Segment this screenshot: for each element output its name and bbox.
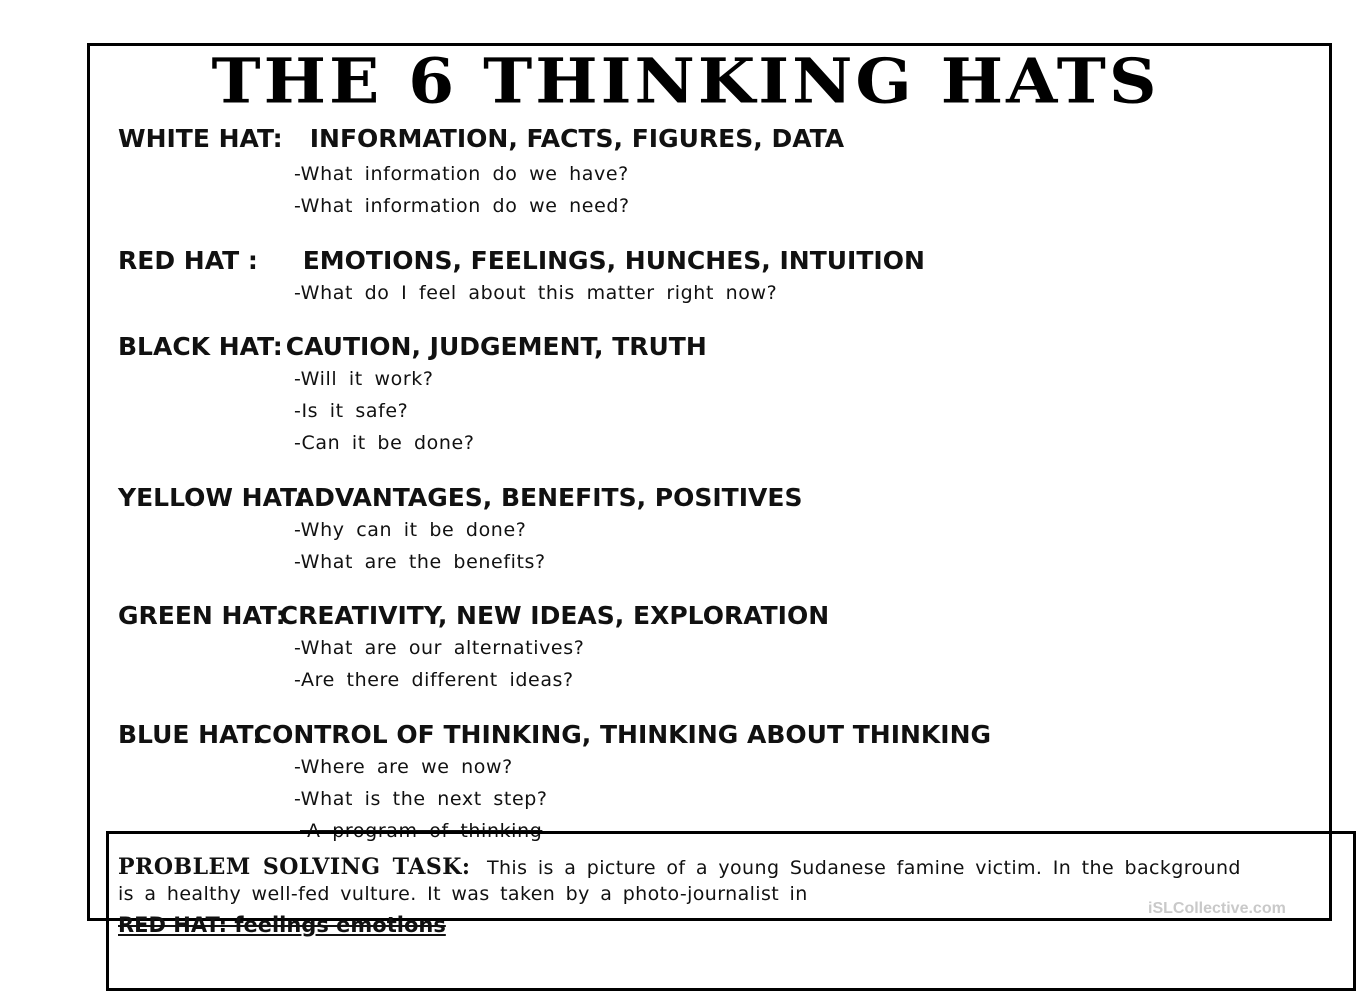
- hat-heading-white: [118, 124, 844, 153]
- hat-name: YELLOW HAT:: [118, 483, 306, 512]
- hat-description: EMOTIONS, FEELINGS, HUNCHES, INTUITION: [302, 246, 925, 275]
- red-hat-note: RED HAT: feelings emotions: [118, 913, 446, 937]
- hat-name: GREEN HAT:: [118, 601, 286, 630]
- worksheet-title: THE 6 THINKING HATS: [211, 44, 1160, 118]
- hat-description: INFORMATION, FACTS, FIGURES, DATA: [309, 124, 845, 153]
- hat-heading-black: [118, 332, 707, 361]
- hat-name: BLACK HAT:: [118, 332, 283, 361]
- hat-question: -Are there different ideas?: [294, 669, 574, 691]
- hat-question: -What information do we need?: [294, 195, 630, 217]
- task-text-line1: This is a picture of a young Sudanese famine victim. In the background: [486, 857, 1241, 879]
- worksheet-border: [87, 43, 1332, 921]
- hat-question: -What are the benefits?: [294, 551, 546, 573]
- hat-heading-blue: [118, 720, 991, 749]
- hat-question: -Where are we now?: [294, 756, 513, 778]
- task-text-line2: is a healthy well-fed vulture. It was taken by a photo-journalist in: [118, 883, 808, 905]
- hat-name: WHITE HAT:: [118, 124, 283, 153]
- watermark: iSLCollective.com: [1148, 900, 1286, 917]
- hat-description: CAUTION, JUDGEMENT, TRUTH: [285, 332, 707, 361]
- task-label: PROBLEM SOLVING TASK:: [118, 854, 471, 880]
- hat-name: BLUE HAT:: [118, 720, 263, 749]
- task-paragraph: [118, 851, 1258, 884]
- hat-question: -Will it work?: [294, 368, 434, 390]
- hat-description: CONTROL OF THINKING, THINKING ABOUT THINKING: [253, 720, 992, 749]
- hat-heading-green: [118, 601, 829, 630]
- hat-question: -What information do we have?: [294, 163, 629, 185]
- hat-description: ADVANTAGES, BENEFITS, POSITIVES: [294, 483, 803, 512]
- hat-question: -Can it be done?: [294, 432, 475, 454]
- hat-heading-red: [118, 246, 925, 275]
- hat-question: -A program of thinking: [300, 820, 543, 842]
- hat-question: -What do I feel about this matter right now?: [294, 282, 778, 304]
- hat-heading-yellow: [118, 483, 802, 512]
- hat-description: CREATIVITY, NEW IDEAS, EXPLORATION: [279, 601, 830, 630]
- hat-question: -Is it safe?: [294, 400, 409, 422]
- hat-name: RED HAT :: [118, 246, 258, 275]
- hat-question: -What are our alternatives?: [294, 637, 585, 659]
- hat-question: -Why can it be done?: [294, 519, 527, 541]
- hat-question: -What is the next step?: [294, 788, 548, 810]
